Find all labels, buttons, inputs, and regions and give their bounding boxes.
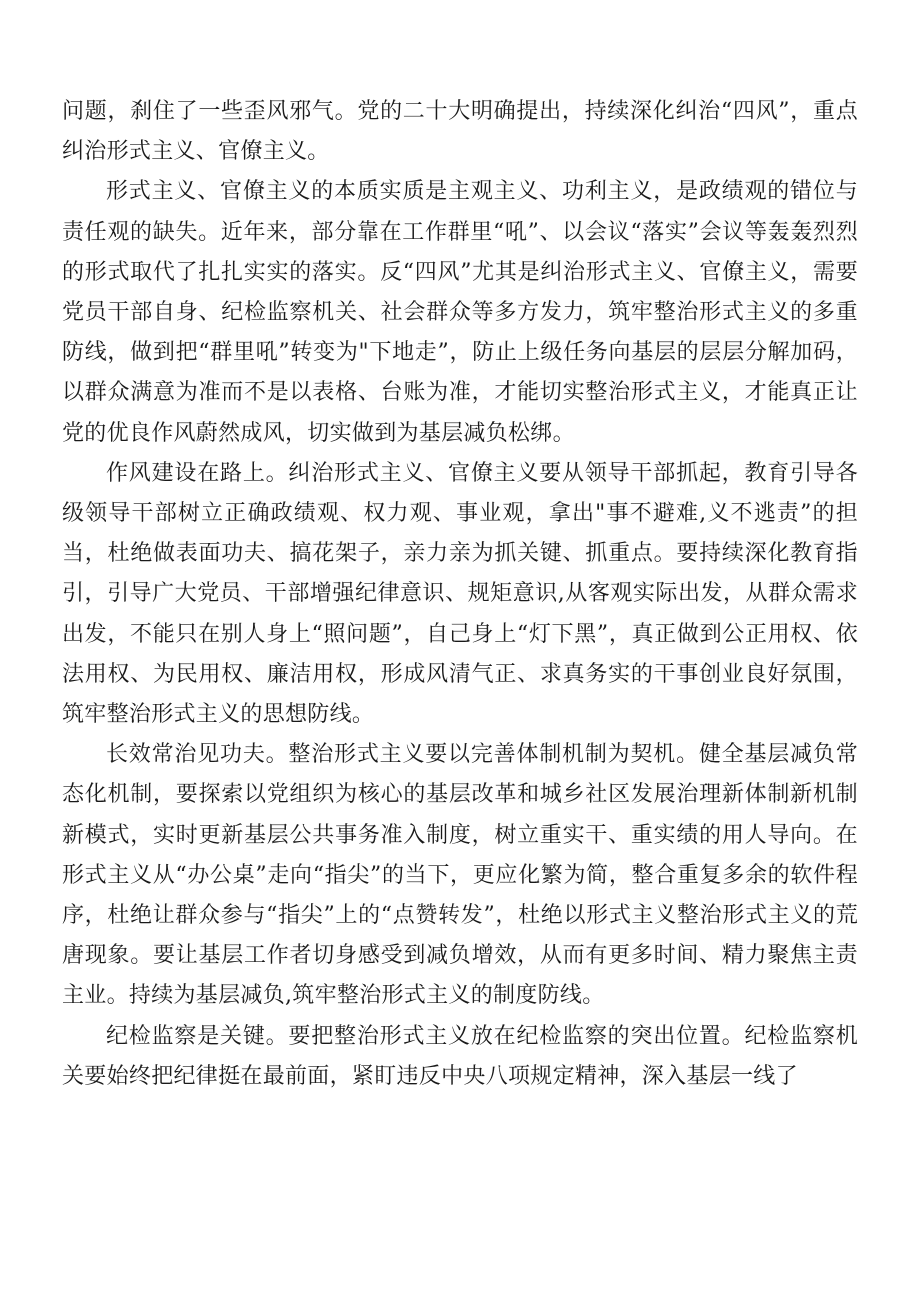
paragraph-long-term-governance: 长效常治见功夫。整治形式主义要以完善体制机制为契机。健全基层减负常态化机制，要探索以党组织为核心的基层改革和城乡社区发展治理新体制新机制新模式，实时更新基层公共事务准入制度，树立重实干、重实绩的用人导向。在形式主义从“办公桌”走向“指尖”的当下，更应化繁为简，整合重复多余的软件程序，杜绝让群众参与“指尖”上的“点赞转发”，杜绝以形式主义整治形式主义的荒唐现象。要让基层工作者切身感受到减负增效，从而有更多时间、精力聚焦主责主业。持续为基层减负,筑牢整治形式主义的制度防线。 (62, 742, 858, 1009)
document-body (62, 92, 858, 1097)
paragraph-continuation: 问题，刹住了一些歪风邪气。党的二十大明确提出，持续深化纠治“四风”，重点纠治形式主义、官僚主义。 (62, 99, 858, 165)
paragraph-discipline-inspection: 纪检监察是关键。要把整治形式主义放在纪检监察的突出位置。纪检监察机关要始终把纪律挺在最前面，紧盯违反中央八项规定精神，深入基层一线了 (62, 1023, 858, 1089)
paragraph-style-building: 作风建设在路上。纠治形式主义、官僚主义要从领导干部抓起，教育引导各级领导干部树立正确政绩观、权力观、事业观，拿出"事不避难,义不逃责”的担当，杜绝做表面功夫、搞花架子，亲力亲为抓关键、抓重点。要持续深化教育指引，引导广大党员、干部增强纪律意识、规矩意识,从客观实际出发，从群众需求出发，不能只在别人身上“照问题”，自己身上“灯下黑”，真正做到公正用权、依法用权、为民用权、廉洁用权，形成风清气正、求真务实的干事创业良好氛围，筑牢整治形式主义的思想防线。 (62, 460, 858, 728)
paragraph-formalism-essence: 形式主义、官僚主义的本质实质是主观主义、功利主义，是政绩观的错位与责任观的缺失。近年来，部分靠在工作群里“吼”、以会议“落实”会议等轰轰烈烈的形式取代了扎扎实实的落实。反“四风”尤其是纠治形式主义、官僚主义，需要党员干部自身、纪检监察机关、社会群众等多方发力，筑牢整治形式主义的多重防线，做到把“群里吼”转变为"下地走”，防止上级任务向基层的层层分解加码，以群众满意为准而不是以表格、台账为准，才能切实整治形式主义，才能真正让党的优良作风蔚然成风，切实做到为基层减负松绑。 (62, 179, 858, 446)
